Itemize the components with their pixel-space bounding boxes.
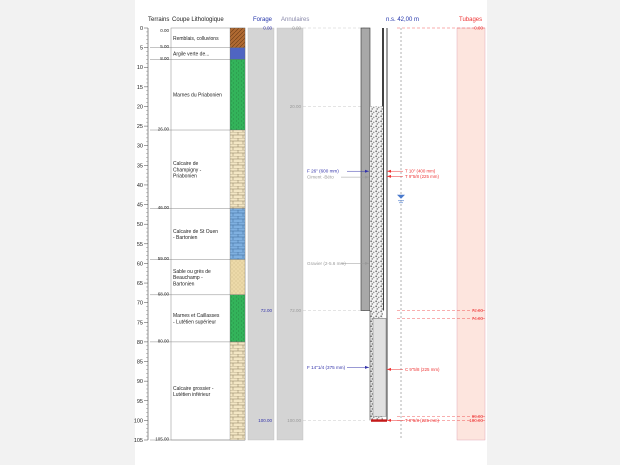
layer-bottom-depth: 105.00 — [155, 436, 169, 442]
depth-tick-label: 90 — [136, 379, 143, 386]
layer-label: Sable ou grès de Beauchamp -Bartonien — [173, 268, 211, 288]
tubage-annotation-t10: T 10" (400 mm) — [405, 168, 436, 174]
layer-pattern — [230, 130, 245, 208]
layer-bottom-depth: 8.00 — [160, 55, 169, 61]
annotation-f14: F 14"1/4 (375 mm) — [307, 364, 346, 370]
forage-mark: 0.00 — [263, 25, 272, 31]
screen-section — [373, 318, 386, 416]
annotation-arrowhead — [365, 366, 369, 369]
forage-column — [248, 25, 274, 440]
layer-bottom-depth: 46.00 — [157, 204, 169, 210]
depth-tick-label: 50 — [136, 222, 143, 229]
annulaire-mark: 72.00 — [289, 308, 301, 314]
header-coupe: Coupe Lithologique — [172, 17, 224, 23]
layer-top-depth: 0.00 — [160, 28, 169, 33]
casing-shoe — [371, 419, 387, 421]
depth-tick-label: 70 — [136, 300, 143, 307]
depth-tick-label: 35 — [136, 163, 143, 170]
depth-tick-label: 10 — [136, 65, 143, 72]
depth-tick-label: 40 — [136, 182, 143, 189]
depth-tick-label: 75 — [136, 320, 143, 327]
lithology-column — [150, 28, 245, 442]
layer-label: Argile verte de... — [173, 51, 210, 58]
depth-tick-label: 95 — [136, 398, 143, 405]
depth-tick-label: 45 — [136, 202, 143, 209]
layer-bottom-depth: 80.00 — [157, 338, 169, 344]
depth-axis — [134, 26, 148, 444]
header-terrains: Terrains — [148, 17, 170, 23]
tubage-arrowhead — [387, 170, 391, 173]
depth-tick-label: 20 — [136, 104, 143, 111]
forage-mark: 100.00 — [258, 417, 272, 423]
tubage-mark: 100.00 — [469, 417, 483, 423]
depth-tick-label: 80 — [136, 339, 143, 346]
depth-tick-label: 65 — [136, 281, 143, 288]
tubage-annotation-t9: T 9"5/8 (225 mm) — [405, 173, 439, 179]
layer-pattern — [230, 28, 245, 48]
tubage-arrowhead — [387, 419, 391, 422]
depth-tick-label: 25 — [136, 124, 143, 131]
depth-tick-label: 30 — [136, 143, 143, 150]
depth-tick-label: 100 — [133, 418, 143, 425]
annulaire-mark: 0.00 — [292, 25, 301, 31]
well-completion — [361, 28, 405, 440]
layer-pattern — [230, 295, 245, 342]
depth-tick-label: 105 — [133, 438, 143, 444]
layer-label: Calcaire de St Ouen - Bartonien — [173, 228, 219, 242]
header-annulaires: Annulaires — [281, 17, 310, 23]
layer-pattern — [230, 208, 245, 259]
annotation-ciment: Ciment -Béto — [307, 174, 334, 180]
depth-tick-label: 85 — [136, 359, 143, 366]
header-forage: Forage — [253, 17, 273, 23]
tubage-arrowhead — [387, 368, 391, 371]
annulaires-column — [277, 25, 303, 440]
annotation-f26: F 26" (600 mm) — [307, 168, 339, 174]
layer-pattern — [230, 260, 245, 295]
depth-tick-label: 15 — [136, 84, 143, 91]
layer-bottom-depth: 59.00 — [157, 256, 169, 262]
layer-pattern — [230, 342, 245, 440]
borehole-log-sheet — [135, 0, 487, 465]
layer-bottom-depth: 5.00 — [160, 44, 169, 50]
layer-label: Marnes du Priabonien — [173, 92, 222, 99]
tubage-mark: 72.00 — [471, 308, 483, 314]
tubage-arrowhead — [387, 175, 391, 178]
tubage-annotation-c9: C 9"5/8 (225 mm) — [405, 366, 440, 372]
forage-mark: 72.00 — [260, 308, 272, 314]
header-ns: n.s. 42,00 m — [386, 17, 420, 23]
layer-pattern — [230, 48, 245, 60]
annulaire-mark: 20.00 — [289, 103, 301, 109]
layer-label: Marnes et Caillasses - Lutétien supérieur — [173, 313, 220, 326]
tubage-mark: 74.00 — [471, 315, 483, 321]
depth-tick-label: 0 — [139, 26, 143, 32]
annulaire-mark: 100.00 — [287, 417, 301, 423]
conductor-casing-cement — [361, 28, 370, 311]
depth-tick-label: 55 — [136, 241, 143, 248]
annotation-gravier: Gravier (2-5.6 mm) — [307, 260, 346, 266]
tubage-mark: 99.00 — [471, 413, 483, 419]
tubage-mark: 0.00 — [474, 25, 483, 31]
tubage-annotation-t9b: T 9"5/8 (225 mm) — [405, 417, 439, 423]
layer-label: Calcaire grossier -Lutétien inférieur — [173, 385, 214, 399]
layer-bottom-depth: 68.00 — [157, 291, 169, 297]
header-tubages: Tubages — [459, 17, 483, 23]
tubages-column — [457, 25, 485, 440]
layer-label: Calcaire de Champigny -Priabonien — [173, 160, 202, 180]
layer-bottom-depth: 26.00 — [157, 126, 169, 132]
water-level-icon — [397, 195, 405, 199]
depth-tick-label: 60 — [136, 261, 143, 268]
layer-pattern — [230, 59, 245, 130]
layer-label: Remblais, colluvions — [173, 35, 219, 42]
borehole-diagram — [135, 0, 487, 465]
depth-tick-label: 5 — [139, 45, 143, 52]
